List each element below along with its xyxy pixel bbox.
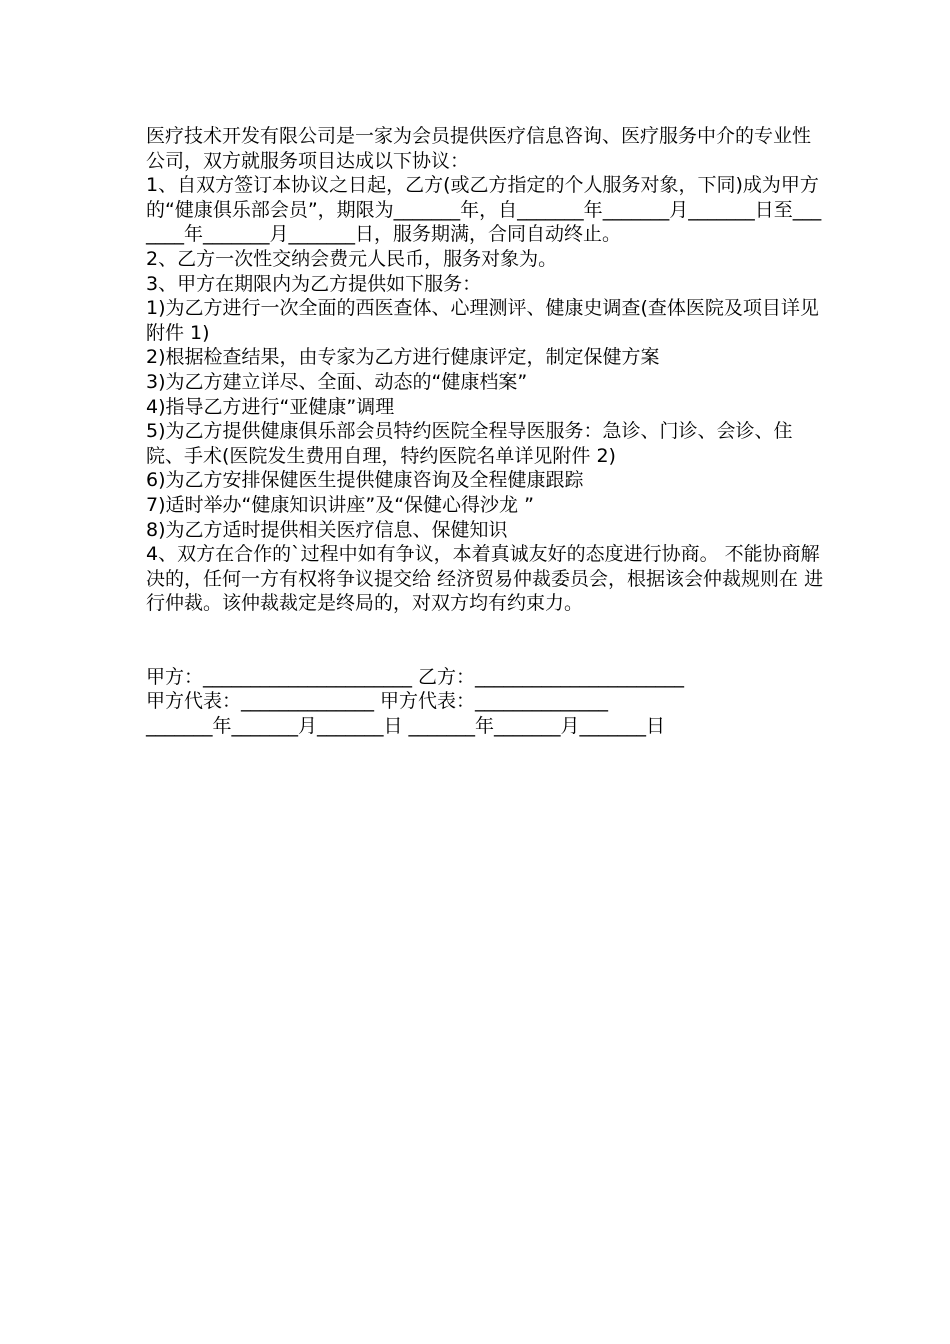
clause-1: 1、自双方签订本协议之日起，乙方(或乙方指定的个人服务对象，下同)成为甲方的“健康俱乐部会员”，期限为_______年，自_______年_______月_______日至_______年_______月_______日，服务期满，合同自动终止。 [146,174,822,246]
service-item-4: 4)指导乙方进行“亚健康”调理 [146,395,395,418]
clause-3: 3、甲方在期限内为乙方提供如下服务： [146,272,482,295]
intro-paragraph: 医疗技术开发有限公司是一家为会员提供医疗信息咨询、医疗服务中介的专业性公司，双方就服务项目达成以下协议： [146,125,812,172]
signature-representatives-line: 甲方代表：______________ 甲方代表：______________ [146,690,609,713]
service-item-5: 5)为乙方提供健康俱乐部会员特约医院全程导医服务：急诊、门诊、会诊、住院、手术(医院发生费用自理，特约医院名单详见附件 2) [146,420,793,467]
blank-space [146,616,826,665]
document-body [146,124,826,739]
service-item-8: 8)为乙方适时提供相关医疗信息、保健知识 [146,518,508,541]
service-item-3: 3)为乙方建立详尽、全面、动态的“健康档案” [146,370,528,393]
service-item-1: 1)为乙方进行一次全面的西医查体、心理测评、健康史调查(查体医院及项目详见附件 1) [146,297,819,344]
signature-date-line: _______年_______月_______日 _______年_______月_______日 [146,715,666,738]
clause-4: 4、双方在合作的`过程中如有争议，本着真诚友好的态度进行协商。 不能协商解决的，任何一方有权将争议提交给 经济贸易仲裁委员会，根据该会仲裁规则在 进行仲裁。该仲裁裁定是终局的，对双方均有约束力。 [146,543,824,615]
signature-parties-line: 甲方：______________________ 乙方：______________________ [146,665,685,688]
service-item-7: 7)适时举办“健康知识讲座”及“保健心得沙龙 ” [146,493,534,516]
clause-2: 2、乙方一次性交纳会费元人民币，服务对象为。 [146,247,558,270]
service-item-2: 2)根据检查结果，由专家为乙方进行健康评定，制定保健方案 [146,346,660,369]
service-item-6: 6)为乙方安排保健医生提供健康咨询及全程健康跟踪 [146,469,584,492]
signature-block [146,665,826,739]
